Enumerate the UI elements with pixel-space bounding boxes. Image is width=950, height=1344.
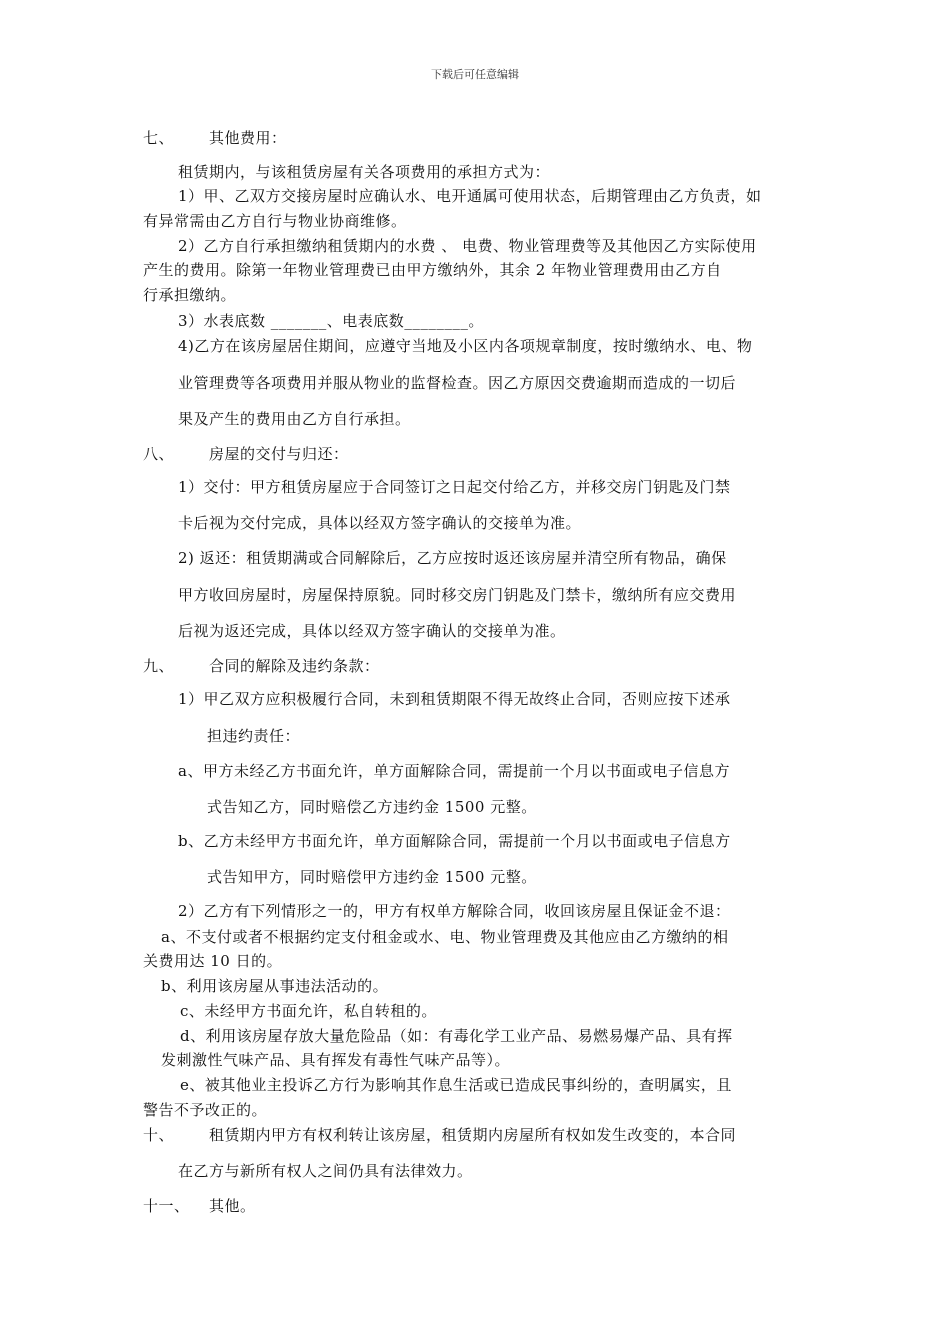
paragraph-line: 在乙方与新所有权人之间仍具有法律效力。 bbox=[178, 1162, 473, 1180]
paragraph-line: 2) 返还：租赁期满或合同解除后，乙方应按时返还该房屋并清空所有物品，确保 bbox=[178, 549, 727, 567]
paragraph-line: 警告不予改正的。 bbox=[143, 1101, 268, 1119]
paragraph-line: d、利用该房屋存放大量危险品（如：有毒化学工业产品、易燃易爆产品、具有挥 bbox=[180, 1027, 733, 1045]
paragraph-line: 果及产生的费用由乙方自行承担。 bbox=[178, 410, 411, 428]
section-text: 租赁期内甲方有权利转让该房屋，租赁期内房屋所有权如发生改变的，本合同 bbox=[209, 1126, 737, 1144]
paragraph-line: 业管理费等各项费用并服从物业的监督检查。因乙方原因交费逾期而造成的一切后 bbox=[178, 374, 737, 392]
paragraph-line: 担违约责任： bbox=[207, 727, 301, 745]
paragraph-line: a、甲方未经乙方书面允许，单方面解除合同，需提前一个月以书面或电子信息方 bbox=[178, 762, 730, 780]
section-title: 其他。 bbox=[209, 1197, 256, 1215]
section-title: 房屋的交付与归还： bbox=[209, 445, 349, 463]
paragraph-line: b、利用该房屋从事违法活动的。 bbox=[161, 977, 389, 995]
paragraph-line: 行承担缴纳。 bbox=[143, 286, 237, 304]
paragraph-line: 产生的费用。除第一年物业管理费已由甲方缴纳外，其余 2 年物业管理费用由乙方自 bbox=[143, 261, 722, 279]
paragraph-line: 2）乙方有下列情形之一的，甲方有权单方解除合同，收回该房屋且保证金不退： bbox=[178, 902, 731, 920]
paragraph-line: 租赁期内，与该租赁房屋有关各项费用的承担方式为： bbox=[178, 163, 551, 181]
paragraph-line: 卡后视为交付完成，具体以经双方签字确认的交接单为准。 bbox=[178, 514, 582, 532]
paragraph-line: 式告知乙方，同时赔偿乙方违约金 1500 元整。 bbox=[207, 798, 537, 816]
section-9-heading bbox=[143, 656, 380, 676]
paragraph-line: 式告知甲方，同时赔偿甲方违约金 1500 元整。 bbox=[207, 868, 537, 886]
paragraph-line: 1）甲乙双方应积极履行合同，未到租赁期限不得无故终止合同，否则应按下述承 bbox=[178, 690, 731, 708]
paragraph-line: b、乙方未经甲方书面允许，单方面解除合同，需提前一个月以书面或电子信息方 bbox=[178, 832, 731, 850]
section-10-heading bbox=[143, 1125, 736, 1145]
paragraph-line: 后视为返还完成，具体以经双方签字确认的交接单为准。 bbox=[178, 622, 566, 640]
section-title: 合同的解除及违约条款： bbox=[209, 657, 380, 675]
paragraph-line: 1）交付：甲方租赁房屋应于合同签订之日起交付给乙方，并移交房门钥匙及门禁 bbox=[178, 478, 731, 496]
section-11-heading bbox=[143, 1196, 256, 1216]
paragraph-line: a、不支付或者不根据约定支付租金或水、电、物业管理费及其他应由乙方缴纳的相 bbox=[161, 928, 729, 946]
paragraph-line: 有异常需由乙方自行与物业协商维修。 bbox=[143, 212, 407, 230]
paragraph-line: 1）甲、乙双方交接房屋时应确认水、电开通属可使用状态，后期管理由乙方负责，如 bbox=[178, 187, 762, 205]
paragraph-line: c、未经甲方书面允许，私自转租的。 bbox=[180, 1002, 437, 1020]
page-header: 下载后可任意编辑 bbox=[431, 68, 519, 81]
section-number: 十一、 bbox=[143, 1197, 190, 1215]
paragraph-line: 4)乙方在该房屋居住期间，应遵守当地及小区内各项规章制度，按时缴纳水、电、物 bbox=[178, 337, 753, 355]
section-7-heading bbox=[143, 128, 287, 148]
paragraph-line: 关费用达 10 日的。 bbox=[143, 952, 283, 970]
section-number: 七、 bbox=[143, 129, 175, 147]
paragraph-line: 3）水表底数 _______、电表底数________。 bbox=[178, 312, 484, 330]
section-8-heading bbox=[143, 444, 349, 464]
section-number: 十、 bbox=[143, 1126, 175, 1144]
section-number: 九、 bbox=[143, 657, 175, 675]
paragraph-line: e、被其他业主投诉乙方行为影响其作息生活或已造成民事纠纷的，查明属实，且 bbox=[180, 1076, 732, 1094]
paragraph-line: 2）乙方自行承担缴纳租赁期内的水费 、 电费、物业管理费等及其他因乙方实际使用 bbox=[178, 237, 757, 255]
section-number: 八、 bbox=[143, 445, 175, 463]
paragraph-line: 甲方收回房屋时，房屋保持原貌。同时移交房门钥匙及门禁卡，缴纳所有应交费用 bbox=[178, 586, 737, 604]
section-title: 其他费用： bbox=[209, 129, 287, 147]
paragraph-line: 发刺激性气味产品、具有挥发有毒性气味产品等）。 bbox=[161, 1051, 511, 1069]
